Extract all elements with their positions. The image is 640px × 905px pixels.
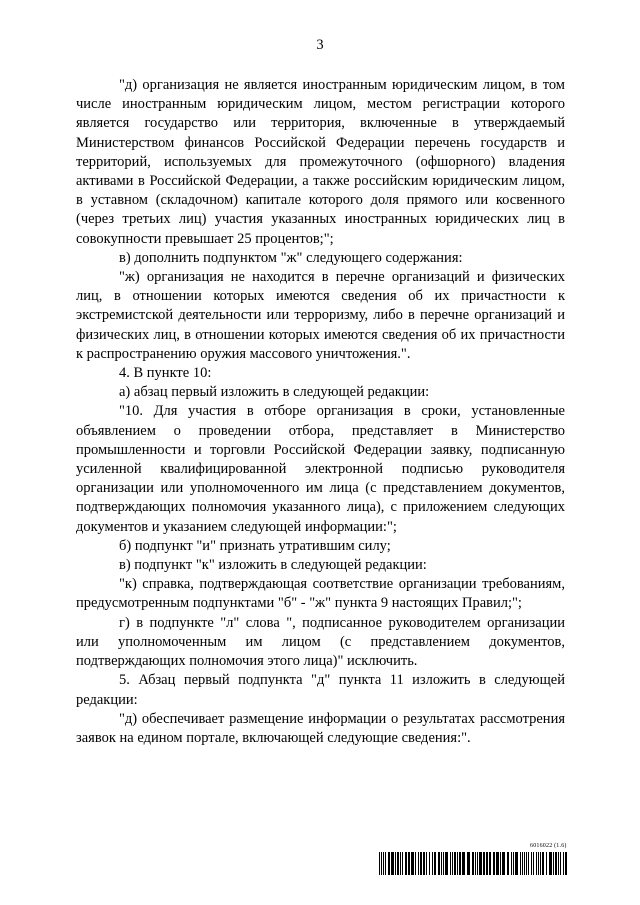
paragraph: 4. В пункте 10: <box>119 365 212 382</box>
paragraph: 5. Абзац первый подпункта "д" пункта 11 изложить в следующей редакции: <box>76 672 565 708</box>
document-body <box>76 76 565 748</box>
paragraph: в) подпункт "к" изложить в следующей редакции: <box>119 557 427 574</box>
paragraph: "10. Для участия в отборе организация в сроки, установленные объявлением о проведении отбора, представляет в Министерство промышленности и торговли Российской Федерации заявку, подписанную усиленной квалифицированной электронной подписью руководителя организации или уполномоченного им лица (с представлением документов, подтверждающих полномочия указанного лица), с приложением следующих документов и указанием следующей информации:"; <box>76 403 565 535</box>
paragraph: "ж) организация не находится в перечне организаций и физических лиц, в отношении которых имеются сведения об их причастности к экстремистской деятельности или терроризму, либо в перечне организаций и физических лиц, в отношении которых имеются сведения об их причастности к распространению оружия массового уничтожения.". <box>76 269 565 362</box>
document-code: 6016022 (1.6) <box>530 843 567 849</box>
paragraph: а) абзац первый изложить в следующей редакции: <box>119 384 430 401</box>
paragraph: г) в подпункте "л" слова ", подписанное руководителем организации или уполномоченным им лицом (с представлением документов, подтверждающих полномочия этого лица)" исключить. <box>76 614 565 670</box>
barcode-icon <box>379 852 567 875</box>
paragraph: б) подпункт "и" признать утратившим силу; <box>119 537 391 554</box>
paragraph: "д) обеспечивает размещение информации о результатах рассмотрения заявок на едином портале, включающей следующие сведения:". <box>76 710 565 746</box>
paragraph: "д) организация не является иностранным юридическим лицом, в том числе иностранным юридическим лицом, местом регистрации которого является государство или территория, включенные в утверждаемый Министерством финансов Российской Федерации перечень государств и территорий, используемых для промежуточного (офшорного) владения активами в Российской Федерации, а также российским юридическим лицом, в уставном (складочном) капитале которого доля прямого или косвенного (через третьих лиц) участия указанных иностранных юридических лиц в совокупности превышает 25 процентов;"; <box>76 77 565 247</box>
paragraph: в) дополнить подпунктом "ж" следующего содержания: <box>119 249 463 266</box>
paragraph: "к) справка, подтверждающая соответствие организации требованиям, предусмотренным подпунктами "б" - "ж" пункта 9 настоящих Правил;"; <box>76 576 565 612</box>
page-number: 3 <box>316 37 324 53</box>
